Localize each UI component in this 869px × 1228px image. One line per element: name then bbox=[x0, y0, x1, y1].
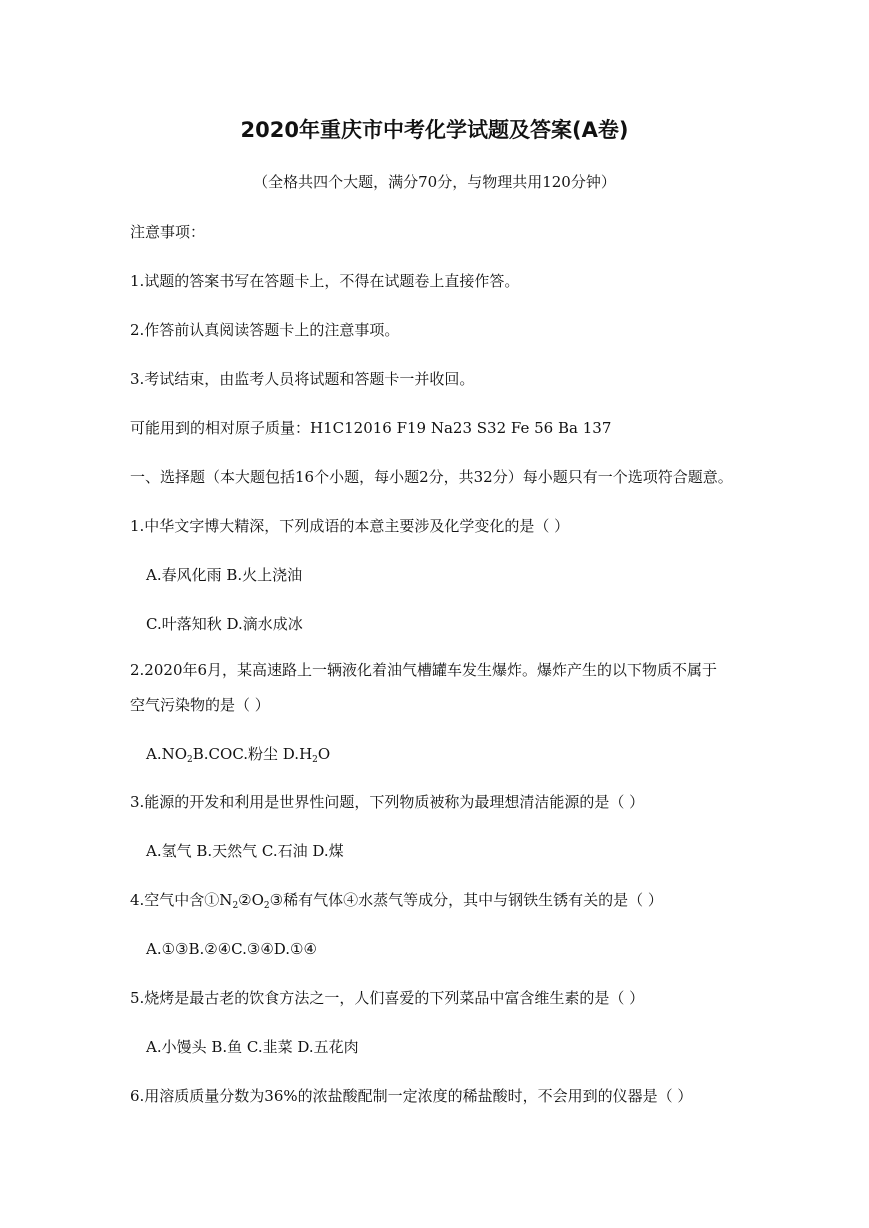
question-2-stem-line1: 2.2020年6月，某高速路上一辆液化着油气槽罐车发生爆炸。爆炸产生的以下物质不属于 bbox=[130, 661, 718, 679]
question-2-options bbox=[146, 744, 330, 770]
notice-item-1: 1.试题的答案书写在答题卡上，不得在试题卷上直接作答。 bbox=[130, 272, 520, 290]
notice-item-2: 2.作答前认真阅读答题卡上的注意事项。 bbox=[130, 321, 400, 339]
subscript: 2 bbox=[263, 901, 270, 911]
question-4-stem bbox=[130, 890, 663, 916]
question-3-options: A.氢气 B.天然气 C.石油 D.煤 bbox=[146, 842, 344, 860]
question-1-options-ab: A.春风化雨 B.火上浇油 bbox=[146, 566, 303, 584]
notice-heading: 注意事项： bbox=[130, 223, 206, 241]
question-2-option-end: O bbox=[317, 745, 331, 763]
section-one-heading: 一、选择题（本大题包括16个小题，每小题2分，共32分）每小题只有一个选项符合题意。 bbox=[130, 468, 733, 486]
subscript: 2 bbox=[187, 755, 193, 765]
question-5-stem: 5.烧烤是最古老的饮食方法之一，人们喜爱的下列菜品中富含维生素的是（ ） bbox=[130, 989, 645, 1007]
question-5-options: A.小馒头 B.鱼 C.韭菜 D.五花肉 bbox=[146, 1038, 359, 1056]
question-4-stem-b: ②O bbox=[238, 891, 264, 909]
document-title: 2020年重庆市中考化学试题及答案(A卷) bbox=[240, 118, 629, 142]
question-4-options: A.①③B.②④C.③④D.①④ bbox=[146, 940, 317, 958]
subscript: 2 bbox=[312, 755, 318, 765]
notice-item-3: 3.考试结束，由监考人员将试题和答题卡一并收回。 bbox=[130, 370, 475, 388]
question-6-stem: 6.用溶质质量分数为36%的浓盐酸配制一定浓度的稀盐酸时，不会用到的仪器是（ ） bbox=[130, 1087, 693, 1105]
question-1-options-cd: C.叶落知秋 D.滴水成冰 bbox=[146, 615, 303, 633]
question-2-stem-line2: 空气污染物的是（ ） bbox=[130, 696, 270, 714]
atomic-masses: 可能用到的相对原子质量：H1C12016 F19 Na23 S32 Fe 56 Ba 137 bbox=[130, 419, 612, 437]
question-4-stem-a: 4.空气中含①N bbox=[130, 891, 233, 909]
question-2-option-a: A.NO bbox=[146, 745, 188, 763]
question-3-stem: 3.能源的开发和利用是世界性问题，下列物质被称为最理想清洁能源的是（ ） bbox=[130, 793, 645, 811]
question-1-stem: 1.中华文字博大精深，下列成语的本意主要涉及化学变化的是（ ） bbox=[130, 517, 570, 535]
subscript: 2 bbox=[232, 901, 239, 911]
question-2-option-bcd: B.COC.粉尘 D.H bbox=[192, 745, 313, 763]
document-subtitle: （全格共四个大题，满分70分，与物理共用120分钟） bbox=[253, 173, 616, 191]
question-4-stem-c: ③稀有气体④水蒸气等成分，其中与钢铁生锈有关的是（ ） bbox=[269, 891, 663, 909]
